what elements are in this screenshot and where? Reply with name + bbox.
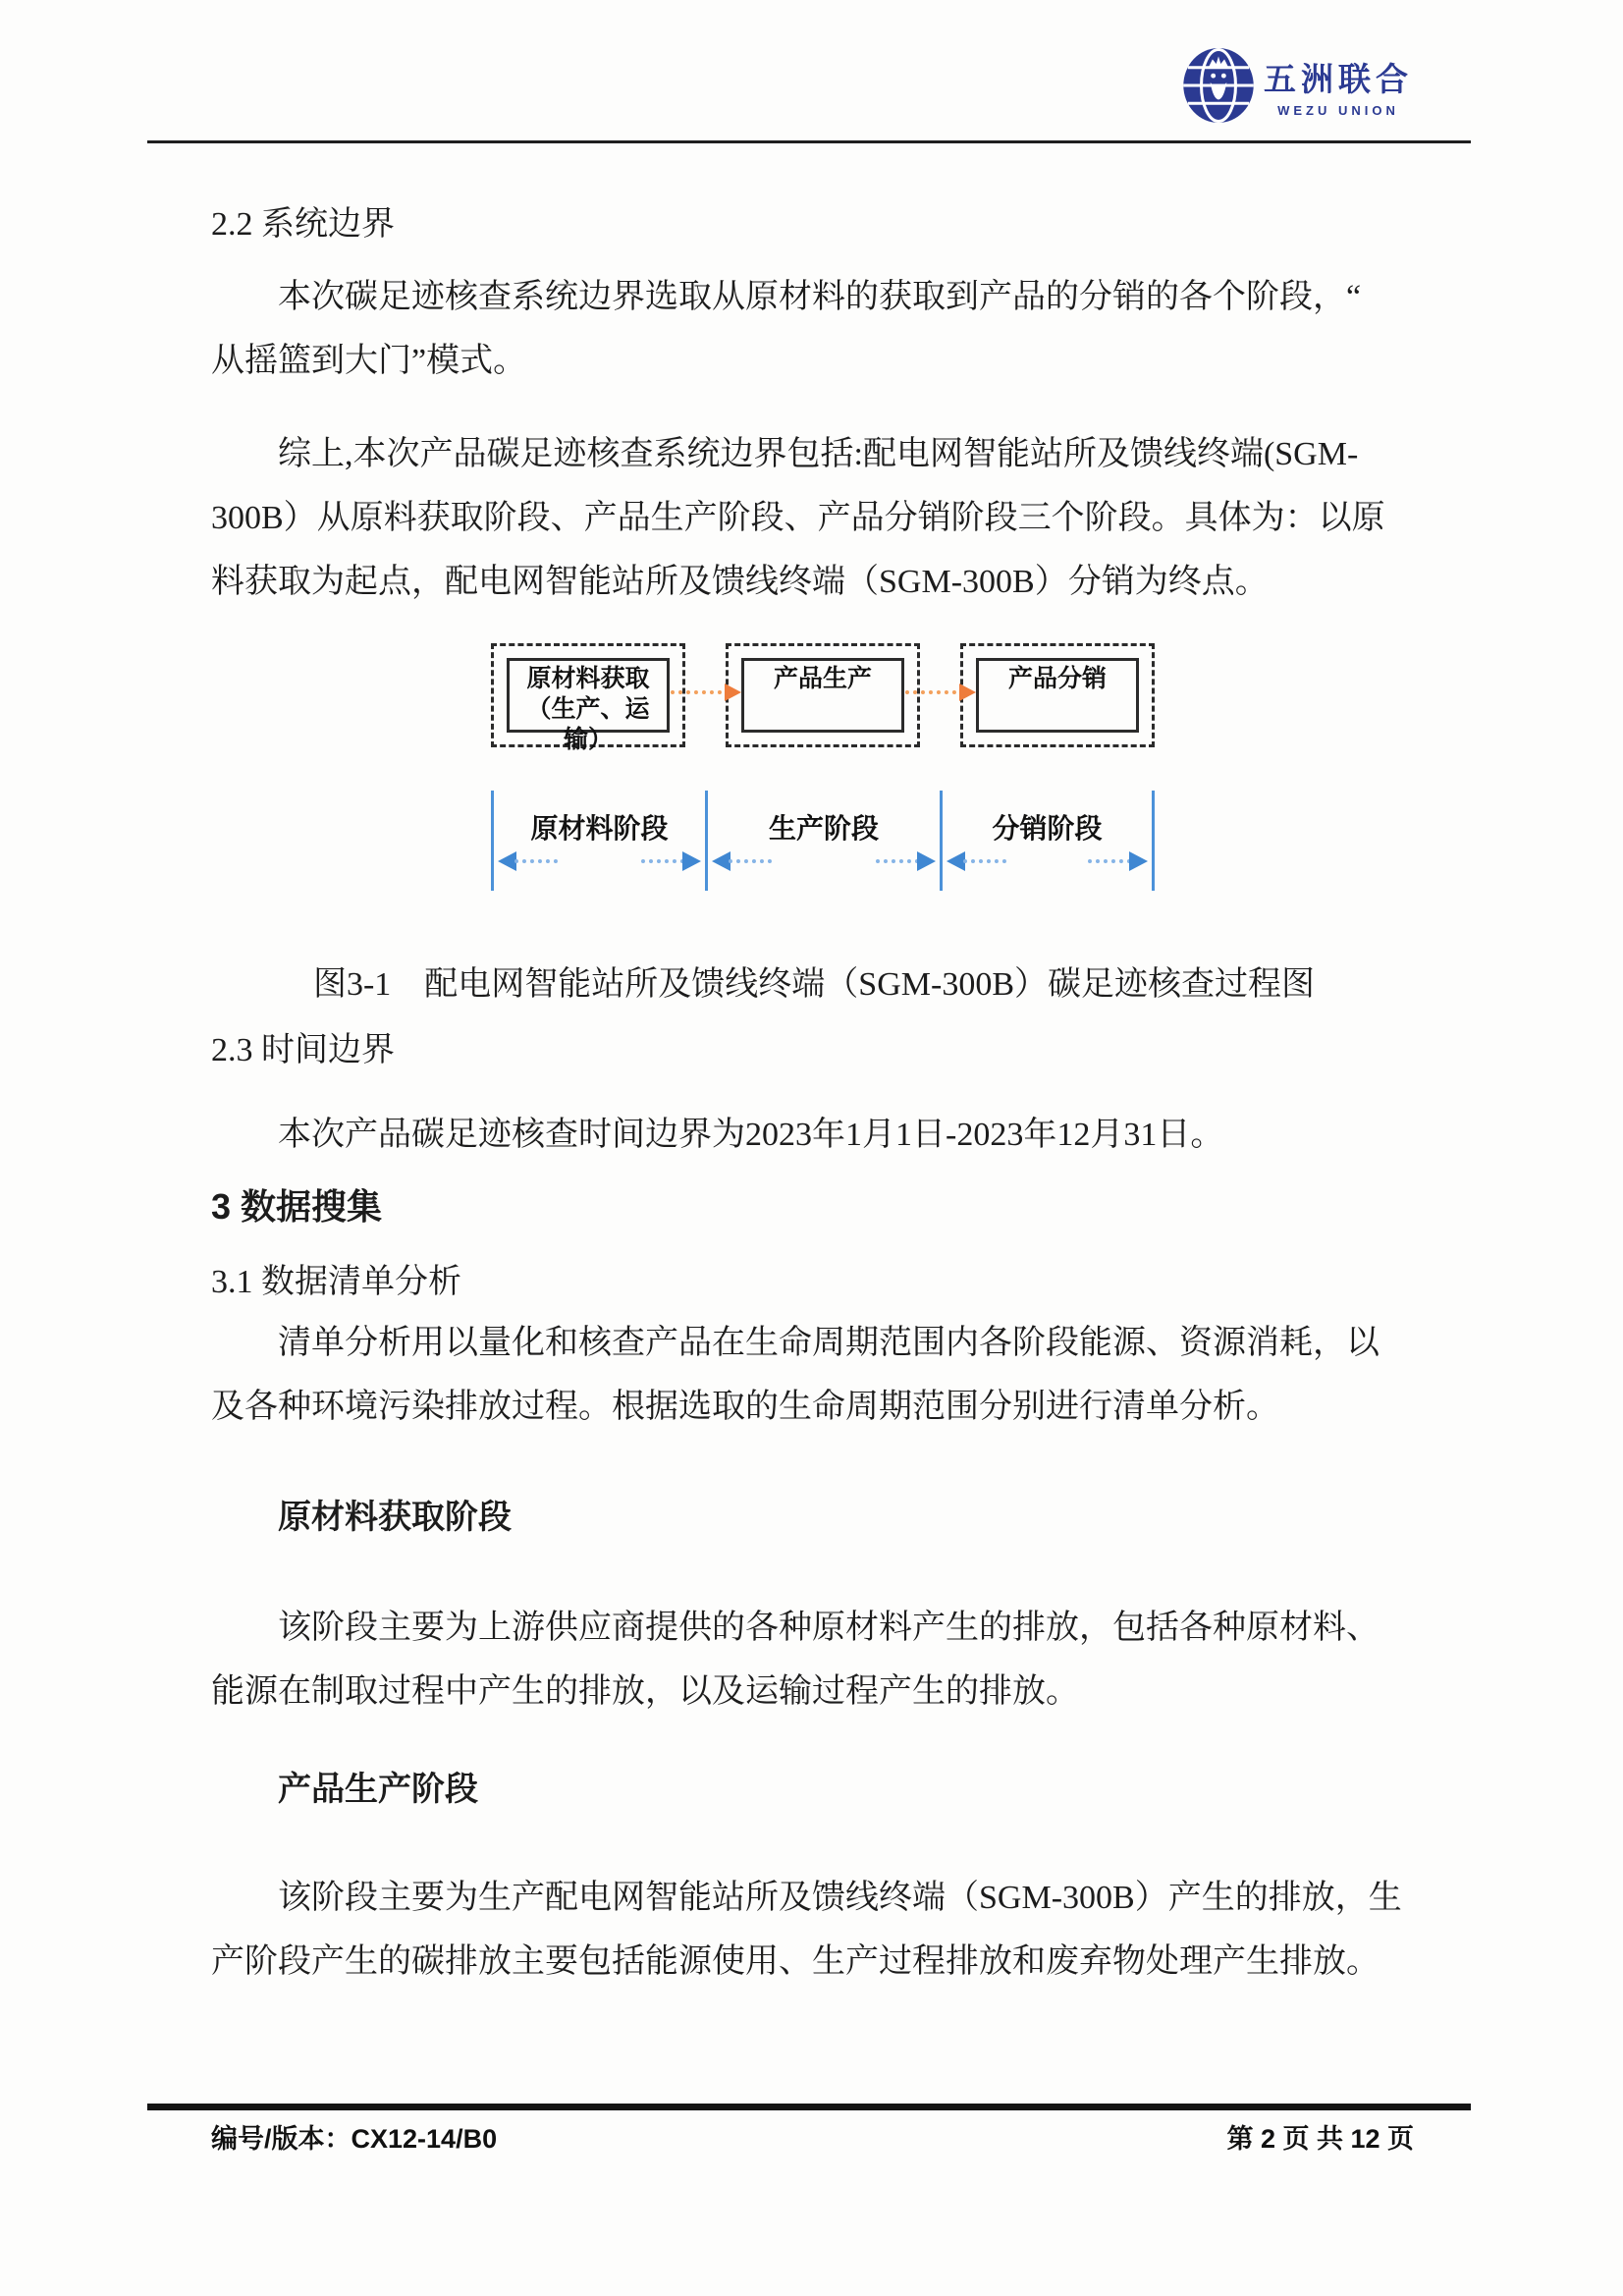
process-flow-diagram bbox=[491, 643, 1155, 894]
section-3-heading: 3 数据搜集 bbox=[211, 1186, 383, 1227]
paragraph-time-boundary bbox=[211, 1103, 1417, 1167]
arrow-tail bbox=[514, 859, 558, 863]
section-2-3-heading: 2.3 时间边界 bbox=[211, 1032, 395, 1068]
box-label-line: 原材料获取 bbox=[526, 665, 650, 692]
stage-box-raw-material-inner bbox=[507, 658, 670, 753]
paragraph-boundary-summary bbox=[211, 422, 1417, 614]
boundary-line bbox=[1152, 791, 1155, 891]
stage-box-production bbox=[726, 643, 920, 747]
subheading-production-stage: 产品生产阶段 bbox=[278, 1771, 478, 1808]
paragraph-production-stage bbox=[211, 1866, 1417, 1994]
arrow-tail bbox=[876, 859, 919, 863]
stage-box-distribution bbox=[960, 643, 1155, 747]
stage-label: 原材料阶段 bbox=[530, 813, 669, 844]
footer-divider bbox=[147, 2104, 1471, 2110]
figure-caption: 图3-1 配电网智能站所及馈线终端（SGM-300B）碳足迹核查过程图 bbox=[312, 966, 1315, 1003]
dimension-arrows bbox=[712, 851, 936, 871]
arrow-tail bbox=[963, 859, 1006, 863]
paragraph-line: 300B）从原料获取阶段、产品生产阶段、产品分销阶段三个阶段。具体为：以原 bbox=[211, 500, 1385, 536]
paragraph-line: 能源在制取过程中产生的排放，以及运输过程产生的排放。 bbox=[211, 1673, 1079, 1710]
stage-segment-distribution bbox=[943, 791, 1152, 889]
flow-arrow-icon bbox=[905, 690, 972, 694]
stage-box-raw-material bbox=[491, 643, 685, 753]
paragraph-line: 本次碳足迹核查系统边界选取从原材料的获取到产品的分销的各个阶段，“ bbox=[278, 279, 1362, 315]
brand-name-chinese: 五洲联合 bbox=[1264, 60, 1413, 97]
arrow-tail bbox=[729, 859, 772, 863]
wezu-globe-lion-icon bbox=[1181, 45, 1256, 126]
header-divider bbox=[147, 140, 1471, 143]
stage-box-distribution-inner: 产品分销 bbox=[976, 658, 1139, 733]
stage-label: 生产阶段 bbox=[768, 813, 879, 844]
section-2-2-heading: 2.2 系统边界 bbox=[211, 206, 395, 243]
paragraph-line: 该阶段主要为生产配电网智能站所及馈线终端（SGM-300B）产生的排放，生 bbox=[278, 1880, 1402, 1916]
box-label-line: （生产、运输） bbox=[526, 695, 650, 753]
stage-segment-raw bbox=[494, 791, 705, 889]
dimension-arrows bbox=[498, 851, 701, 871]
paragraph-inventory-analysis bbox=[211, 1311, 1417, 1439]
stage-segment-production bbox=[708, 791, 940, 889]
brand-name-english: WEZU UNION bbox=[1277, 102, 1399, 118]
logo-text bbox=[1264, 54, 1413, 118]
paragraph-line: 及各种环境污染排放过程。根据选取的生命周期范围分别进行清单分析。 bbox=[211, 1389, 1279, 1425]
arrow-right-icon bbox=[682, 851, 701, 871]
paragraph-line: 本次产品碳足迹核查时间边界为2023年1月1日-2023年12月31日。 bbox=[278, 1117, 1224, 1153]
dimension-arrows bbox=[947, 851, 1148, 871]
paragraph-system-boundary bbox=[211, 265, 1417, 393]
stage-label: 分销阶段 bbox=[992, 813, 1103, 844]
section-3-1-heading: 3.1 数据清单分析 bbox=[211, 1264, 461, 1300]
paragraph-line: 该阶段主要为上游供应商提供的各种原材料产生的排放，包括各种原材料、 bbox=[278, 1610, 1380, 1646]
company-logo bbox=[1181, 45, 1413, 126]
flow-arrow-icon bbox=[671, 690, 737, 694]
subheading-raw-material-stage: 原材料获取阶段 bbox=[278, 1499, 512, 1536]
arrow-right-icon bbox=[1129, 851, 1148, 871]
arrow-tail bbox=[641, 859, 684, 863]
paragraph-line: 产阶段产生的碳排放主要包括能源使用、生产过程排放和废弃物处理产生排放。 bbox=[211, 1943, 1380, 1980]
page-number: 第 2 页 共 12 页 bbox=[1226, 2124, 1414, 2154]
stage-dimension-lines bbox=[491, 791, 1155, 894]
arrow-right-icon bbox=[917, 851, 936, 871]
document-code: 编号/版本：CX12-14/B0 bbox=[211, 2124, 498, 2154]
paragraph-line: 清单分析用以量化和核查产品在生命周期范围内各阶段能源、资源消耗，以 bbox=[278, 1325, 1380, 1361]
arrow-tail bbox=[1088, 859, 1131, 863]
stage-box-production-inner: 产品生产 bbox=[741, 658, 904, 733]
paragraph-line: 料获取为起点，配电网智能站所及馈线终端（SGM-300B）分销为终点。 bbox=[211, 564, 1269, 600]
paragraph-line: 综上,本次产品碳足迹核查系统边界包括:配电网智能站所及馈线终端(SGM- bbox=[278, 436, 1359, 472]
paragraph-raw-material-stage bbox=[211, 1596, 1417, 1723]
paragraph-line: 从摇篮到大门”模式。 bbox=[211, 343, 527, 379]
